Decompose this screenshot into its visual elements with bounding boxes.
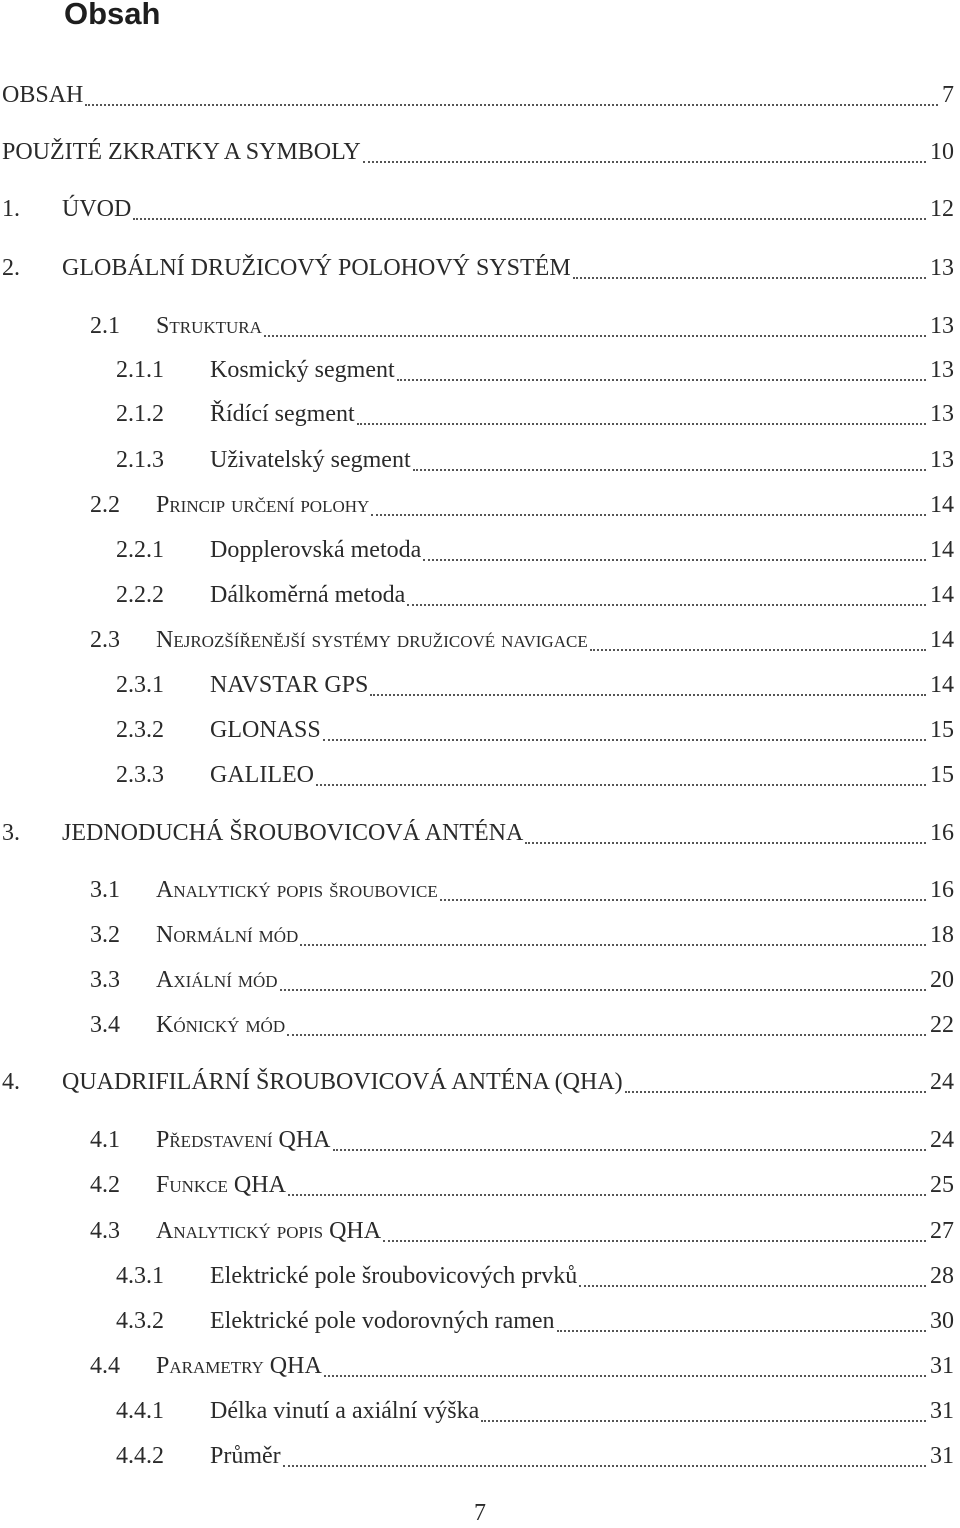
toc-entry-page: 15 [930, 717, 954, 743]
toc-entry-page: 31 [930, 1443, 954, 1469]
toc-entry-number: 2.2.2 [116, 582, 164, 608]
toc-entry-page: 30 [930, 1308, 954, 1334]
dot-leader [357, 423, 926, 425]
toc-entry-page: 14 [930, 492, 954, 518]
toc-entry-title: Uživatelský segment [210, 447, 411, 473]
toc-entry[interactable] [0, 915, 954, 955]
toc-entry-page: 31 [930, 1353, 954, 1379]
toc-entry-number: 4.2 [90, 1172, 120, 1198]
toc-entry[interactable] [0, 870, 954, 910]
toc-entry-title: Normální mód [156, 922, 299, 948]
toc-entry[interactable] [0, 306, 954, 346]
dot-leader [300, 944, 926, 946]
toc-entry-title: Elektrické pole vodorovných ramen [210, 1308, 555, 1334]
toc-entry[interactable] [0, 1062, 954, 1102]
toc-entry-page: 14 [930, 582, 954, 608]
toc-entry-page: 24 [930, 1069, 954, 1095]
toc-entry[interactable] [0, 1391, 954, 1431]
toc-entry-number: 2. [2, 255, 20, 281]
toc-entry-page: 10 [930, 139, 954, 165]
dot-leader [133, 218, 926, 220]
toc-entry-number: 2.2.1 [116, 537, 164, 563]
toc-entry-title: ÚVOD [62, 196, 132, 222]
toc-entry-page: 18 [930, 922, 954, 948]
dot-leader [363, 161, 926, 163]
toc-entry-page: 13 [930, 401, 954, 427]
toc-entry[interactable] [0, 960, 954, 1000]
toc-entry-number: 2.1.2 [116, 401, 164, 427]
dot-leader [264, 335, 926, 337]
toc-entry-number: 3.3 [90, 967, 120, 993]
toc-entry-number: 4.4 [90, 1353, 120, 1379]
dot-leader [579, 1285, 926, 1287]
toc-entry-number: 4.3.1 [116, 1263, 164, 1289]
dot-leader [557, 1330, 926, 1332]
dot-leader [85, 104, 938, 106]
toc-entry-title: Představení QHA [156, 1127, 331, 1153]
dot-leader [283, 1465, 926, 1467]
toc-entry[interactable] [0, 665, 954, 705]
toc-entry-number: 4.4.2 [116, 1443, 164, 1469]
toc-entry[interactable] [0, 394, 954, 434]
toc-entry-title: Funkce QHA [156, 1172, 286, 1198]
toc-entry[interactable] [0, 440, 954, 480]
dot-leader [525, 842, 926, 844]
toc-entry-page: 13 [930, 447, 954, 473]
toc-entry[interactable] [0, 1346, 954, 1386]
dot-leader [407, 604, 926, 606]
toc-entry-number: 3.1 [90, 877, 120, 903]
toc-entry-page: 28 [930, 1263, 954, 1289]
toc-entry-number: 2.3 [90, 627, 120, 653]
toc-entry-page: 13 [930, 255, 954, 281]
toc-entry-title: Elektrické pole šroubovicových prvků [210, 1263, 578, 1289]
toc-entry[interactable] [0, 75, 954, 115]
toc-entry-page: 25 [930, 1172, 954, 1198]
toc-entry-title: GLONASS [210, 717, 321, 743]
toc-entry-title: Řídící segment [210, 401, 355, 427]
toc-entry-title: JEDNODUCHÁ ŠROUBOVICOVÁ ANTÉNA [62, 820, 524, 846]
toc-entry[interactable] [0, 248, 954, 288]
toc-entry-number: 2.3.2 [116, 717, 164, 743]
toc-entry-number: 2.1.1 [116, 357, 164, 383]
toc-entry[interactable] [0, 1120, 954, 1160]
toc-entry-title: Princip určení polohy [156, 492, 370, 518]
toc-entry-number: 3.4 [90, 1012, 120, 1038]
toc-entry-title: Průměr [210, 1443, 281, 1469]
toc-entry-title: NAVSTAR GPS [210, 672, 369, 698]
toc-entry-title: Dopplerovská metoda [210, 537, 422, 563]
toc-entry-page: 22 [930, 1012, 954, 1038]
toc-entry-page: 14 [930, 672, 954, 698]
toc-entry[interactable] [0, 710, 954, 750]
toc-entry-page: 14 [930, 537, 954, 563]
toc-entry-number: 4.4.1 [116, 1398, 164, 1424]
toc-entry[interactable] [0, 1211, 954, 1251]
dot-leader [323, 739, 926, 741]
dot-leader [397, 379, 926, 381]
toc-entry[interactable] [0, 813, 954, 853]
toc-entry-number: 4. [2, 1069, 20, 1095]
toc-entry[interactable] [0, 189, 954, 229]
toc-entry-number: 4.3 [90, 1218, 120, 1244]
toc-entry-title: Analytický popis QHA [156, 1218, 382, 1244]
toc-entry-title: GALILEO [210, 762, 314, 788]
toc-entry[interactable] [0, 1256, 954, 1296]
toc-entry-page: 16 [930, 820, 954, 846]
toc-entry[interactable] [0, 620, 954, 660]
toc-entry-title: OBSAH [2, 82, 84, 108]
toc-entry-page: 20 [930, 967, 954, 993]
toc-entry-title: Parametry QHA [156, 1353, 322, 1379]
dot-leader [481, 1420, 926, 1422]
toc-entry-title: Kosmický segment [210, 357, 395, 383]
toc-entry-title: Nejrozšířenější systémy družicové navigace [156, 627, 588, 653]
toc-entry-number: 2.1.3 [116, 447, 164, 473]
toc-entry[interactable] [0, 1005, 954, 1045]
dot-leader [316, 784, 926, 786]
toc-entry-page: 16 [930, 877, 954, 903]
toc-entry-number: 2.3.1 [116, 672, 164, 698]
toc-entry[interactable] [0, 575, 954, 615]
dot-leader [280, 989, 926, 991]
toc-entry-title: POUŽITÉ ZKRATKY A SYMBOLY [2, 139, 361, 165]
toc-entry-title: Dálkoměrná metoda [210, 582, 406, 608]
toc-entry-number: 2.1 [90, 313, 120, 339]
dot-leader [383, 1240, 926, 1242]
toc-entry[interactable] [0, 1301, 954, 1341]
toc-entry-title: GLOBÁLNÍ DRUŽICOVÝ POLOHOVÝ SYSTÉM [62, 255, 571, 281]
toc-entry-title: Axiální mód [156, 967, 278, 993]
toc-entry-page: 14 [930, 627, 954, 653]
dot-leader [413, 469, 926, 471]
toc-entry-page: 13 [930, 357, 954, 383]
toc-entry-number: 3. [2, 820, 20, 846]
toc-entry[interactable] [0, 132, 954, 172]
dot-leader [370, 694, 926, 696]
dot-leader [625, 1091, 926, 1093]
toc-entry-page: 24 [930, 1127, 954, 1153]
dot-leader [324, 1375, 926, 1377]
dot-leader [287, 1034, 926, 1036]
toc-entry-page: 13 [930, 313, 954, 339]
toc-entry[interactable] [0, 485, 954, 525]
dot-leader [371, 514, 926, 516]
toc-entry[interactable] [0, 755, 954, 795]
dot-leader [590, 649, 926, 651]
toc-entry-title: QUADRIFILÁRNÍ ŠROUBOVICOVÁ ANTÉNA (QHA) [62, 1069, 623, 1095]
toc-entry-page: 31 [930, 1398, 954, 1424]
page-title: Obsah [64, 0, 161, 31]
toc-entry-number: 3.2 [90, 922, 120, 948]
toc-entry-page: 7 [942, 82, 954, 108]
toc-entry-page: 15 [930, 762, 954, 788]
toc-entry[interactable] [0, 1165, 954, 1205]
dot-leader [573, 277, 926, 279]
toc-entry-number: 2.3.3 [116, 762, 164, 788]
toc-entry[interactable] [0, 350, 954, 390]
toc-entry-title: Struktura [156, 313, 262, 339]
toc-entry-number: 2.2 [90, 492, 120, 518]
toc-entry-number: 4.1 [90, 1127, 120, 1153]
dot-leader [333, 1149, 926, 1151]
dot-leader [440, 899, 926, 901]
page-number: 7 [474, 1500, 486, 1526]
toc-entry-number: 4.3.2 [116, 1308, 164, 1334]
dot-leader [423, 559, 926, 561]
toc-entry[interactable] [0, 530, 954, 570]
toc-entry-title: Analytický popis šroubovice [156, 877, 438, 903]
toc-entry-number: 1. [2, 196, 20, 222]
toc-entry-title: Délka vinutí a axiální výška [210, 1398, 480, 1424]
toc-entry-page: 27 [930, 1218, 954, 1244]
toc-entry[interactable] [0, 1436, 954, 1476]
toc-entry-page: 12 [930, 196, 954, 222]
toc-entry-title: Kónický mód [156, 1012, 286, 1038]
dot-leader [288, 1194, 926, 1196]
